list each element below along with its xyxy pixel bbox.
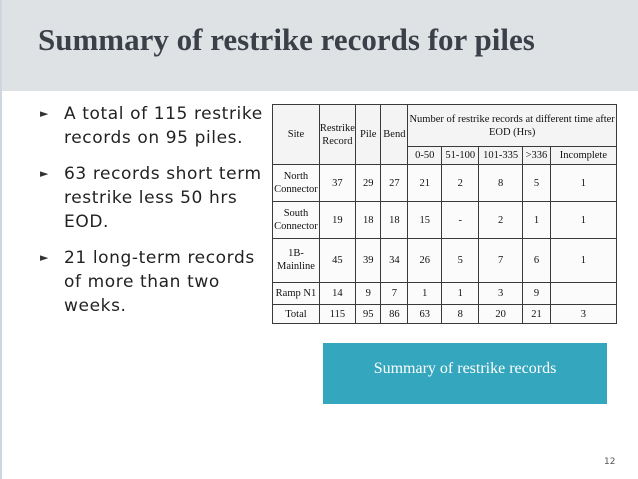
bullet-text: A total of 115 restrike records on 95 piles. [64,104,263,148]
restrike-table-image [272,104,617,324]
table-cell: 6 [523,239,551,282]
header-site: Site [273,105,320,165]
caption-text: Summary of restrike records [373,360,557,377]
table-row [273,165,617,202]
header-pile: Pile [355,105,381,165]
triangle-bullet-icon: ► [40,107,50,120]
table-cell: 1 [550,165,616,202]
row-site: 1B-Mainline [273,239,320,282]
row-site: Total [273,305,320,324]
header-time-group: Number of restrike records at different time after EOD (Hrs) [408,105,617,147]
caption-box [323,343,607,404]
triangle-bullet-icon: ► [40,251,50,264]
table-cell: 2 [479,202,523,239]
table-cell: 5 [523,165,551,202]
table-cell: 86 [381,305,408,324]
table-cell [550,282,616,305]
slide-title: Summary of restrike records for piles [38,22,535,57]
header-bin: Incomplete [550,147,616,165]
table-cell: 2 [442,165,479,202]
table-cell: 9 [355,282,381,305]
table-cell: 45 [319,239,355,282]
bullet-text: 21 long-term records of more than two weeks. [64,248,255,316]
table-cell: 34 [381,239,408,282]
table-cell: 3 [550,305,616,324]
bullet-item [36,162,268,234]
table-cell: 1 [408,282,442,305]
table-cell: 1 [442,282,479,305]
page-number: 12 [604,457,616,467]
bullet-item [36,102,268,150]
table-cell: 15 [408,202,442,239]
table-cell: 19 [319,202,355,239]
bullet-text: 63 records short term restrike less 50 hrs EOD. [64,164,262,232]
row-site: Ramp N1 [273,282,320,305]
bullet-list [36,102,268,330]
table-cell: 5 [442,239,479,282]
table-cell: 14 [319,282,355,305]
table-cell: 18 [355,202,381,239]
table-cell: 18 [381,202,408,239]
table-cell: 20 [479,305,523,324]
table-cell: 26 [408,239,442,282]
table-row [273,202,617,239]
table-cell: 37 [319,165,355,202]
header-bin: 0-50 [408,147,442,165]
table-row [273,282,617,305]
table-cell: 8 [442,305,479,324]
header-bin: 51-100 [442,147,479,165]
table-row-total [273,305,617,324]
table-cell: 9 [523,282,551,305]
triangle-bullet-icon: ► [40,167,50,180]
header-restrike-record: Restrike Record [319,105,355,165]
restrike-records-table [272,104,617,324]
header-bin: 101-335 [479,147,523,165]
table-cell: 1 [550,239,616,282]
table-cell: 8 [479,165,523,202]
bullet-item [36,246,268,318]
header-bend: Bend [381,105,408,165]
table-cell: 21 [523,305,551,324]
row-site: North Connector [273,165,320,202]
table-cell: 1 [523,202,551,239]
table-cell: 21 [408,165,442,202]
table-cell: 7 [381,282,408,305]
header-bin: >336 [523,147,551,165]
table-cell: - [442,202,479,239]
table-cell: 63 [408,305,442,324]
table-cell: 3 [479,282,523,305]
table-row [273,239,617,282]
table-cell: 115 [319,305,355,324]
table-cell: 7 [479,239,523,282]
table-cell: 95 [355,305,381,324]
table-cell: 29 [355,165,381,202]
table-cell: 39 [355,239,381,282]
row-site: South Connector [273,202,320,239]
table-cell: 27 [381,165,408,202]
table-cell: 1 [550,202,616,239]
